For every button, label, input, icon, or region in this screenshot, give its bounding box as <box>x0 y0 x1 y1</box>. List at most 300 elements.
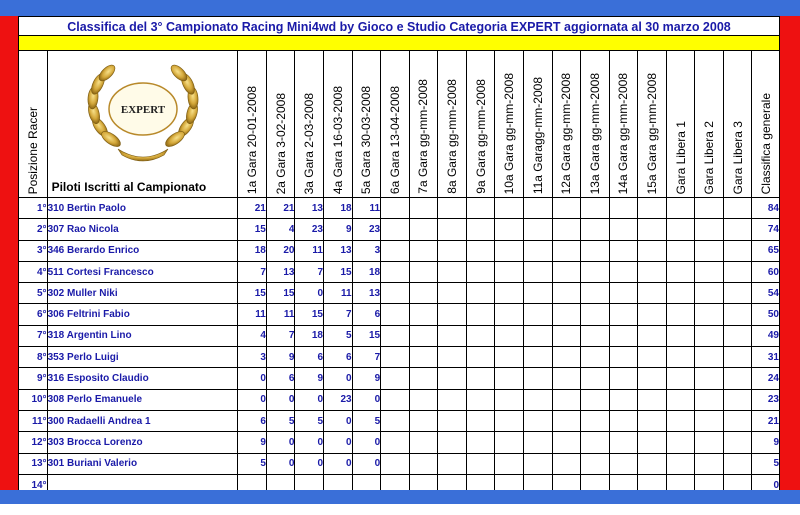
left-red-band <box>0 16 18 490</box>
score-cell <box>552 389 581 410</box>
score-cell: 18 <box>295 325 324 346</box>
score-cell <box>609 432 638 453</box>
race-header-8-label: 8a Gara gg-mm-2008 <box>445 79 460 194</box>
score-cell <box>723 198 752 219</box>
total-cell: 21 <box>752 410 780 431</box>
score-cell <box>466 198 495 219</box>
score-cell <box>609 198 638 219</box>
score-cell <box>609 261 638 282</box>
score-cell <box>695 219 724 240</box>
score-cell: 21 <box>238 198 267 219</box>
score-cell <box>495 219 524 240</box>
race-header-15 <box>638 51 667 198</box>
race-header-6 <box>381 51 410 198</box>
score-cell: 13 <box>352 283 381 304</box>
score-cell <box>409 410 438 431</box>
score-cell: 0 <box>295 432 324 453</box>
score-cell: 15 <box>266 283 295 304</box>
score-cell <box>723 283 752 304</box>
score-cell <box>666 389 695 410</box>
score-cell: 0 <box>266 432 295 453</box>
table-row <box>19 325 780 346</box>
pilot-name-cell: 511 Cortesi Francesco <box>47 261 238 282</box>
race-header-1 <box>238 51 267 198</box>
score-cell <box>495 453 524 474</box>
score-cell <box>438 219 467 240</box>
expert-laurel-logo <box>78 57 208 167</box>
score-cell: 13 <box>324 240 353 261</box>
score-cell <box>523 219 552 240</box>
header-row <box>19 51 780 198</box>
score-cell <box>609 368 638 389</box>
score-cell: 9 <box>295 368 324 389</box>
score-cell <box>581 283 610 304</box>
position-cell: 10° <box>19 389 48 410</box>
score-cell <box>638 368 667 389</box>
score-cell <box>381 389 410 410</box>
pilot-name-cell: 310 Bertin Paolo <box>47 198 238 219</box>
table-row <box>19 283 780 304</box>
score-cell <box>438 325 467 346</box>
total-cell: 65 <box>752 240 780 261</box>
position-cell: 2° <box>19 219 48 240</box>
score-cell: 7 <box>266 325 295 346</box>
score-cell <box>438 261 467 282</box>
table-row <box>19 368 780 389</box>
pilots-header-label: Piloti Iscritti al Campionato <box>51 180 207 194</box>
score-cell <box>638 261 667 282</box>
score-cell: 0 <box>266 389 295 410</box>
score-cell <box>552 432 581 453</box>
score-cell <box>695 240 724 261</box>
score-cell: 0 <box>238 368 267 389</box>
score-cell <box>552 347 581 368</box>
score-cell <box>523 389 552 410</box>
score-cell: 5 <box>238 453 267 474</box>
score-cell <box>695 325 724 346</box>
position-header <box>19 51 48 198</box>
score-cell <box>438 389 467 410</box>
position-cell: 9° <box>19 368 48 389</box>
score-cell <box>638 410 667 431</box>
score-cell: 6 <box>238 410 267 431</box>
race-header-7 <box>409 51 438 198</box>
score-cell: 23 <box>295 219 324 240</box>
score-cell: 0 <box>324 432 353 453</box>
score-cell <box>609 304 638 325</box>
score-cell <box>438 283 467 304</box>
score-cell <box>381 261 410 282</box>
score-cell <box>438 410 467 431</box>
score-cell <box>381 432 410 453</box>
score-cell <box>523 283 552 304</box>
score-cell <box>552 410 581 431</box>
score-cell <box>609 283 638 304</box>
score-cell <box>552 283 581 304</box>
score-cell: 0 <box>352 453 381 474</box>
score-cell <box>666 304 695 325</box>
table-row <box>19 198 780 219</box>
position-cell: 4° <box>19 261 48 282</box>
score-cell <box>523 453 552 474</box>
race-header-13-label: 13a Gara gg-mm-2008 <box>587 72 602 194</box>
score-cell: 0 <box>295 389 324 410</box>
pilot-name-cell: 316 Esposito Claudio <box>47 368 238 389</box>
score-cell <box>523 325 552 346</box>
score-cell: 7 <box>352 347 381 368</box>
score-cell <box>381 283 410 304</box>
total-cell: 60 <box>752 261 780 282</box>
score-cell <box>466 389 495 410</box>
total-cell: 84 <box>752 198 780 219</box>
score-cell <box>381 368 410 389</box>
score-cell <box>581 410 610 431</box>
total-cell: 50 <box>752 304 780 325</box>
score-cell <box>666 219 695 240</box>
total-header-label: Classifica generale <box>758 92 773 194</box>
score-cell: 7 <box>295 261 324 282</box>
total-cell: 9 <box>752 432 780 453</box>
score-cell <box>409 453 438 474</box>
score-cell <box>409 304 438 325</box>
race-header-14-label: 14a Gara gg-mm-2008 <box>616 72 631 194</box>
table-row <box>19 240 780 261</box>
score-cell: 13 <box>295 198 324 219</box>
score-cell <box>495 410 524 431</box>
pilot-name-cell: 353 Perlo Luigi <box>47 347 238 368</box>
score-cell: 0 <box>324 453 353 474</box>
score-cell: 15 <box>238 219 267 240</box>
score-cell <box>695 368 724 389</box>
race-header-2 <box>266 51 295 198</box>
race-header-6-label: 6a Gara 13-04-2008 <box>387 85 402 194</box>
score-cell <box>409 283 438 304</box>
score-cell <box>409 432 438 453</box>
table-row <box>19 304 780 325</box>
table-row <box>19 410 780 431</box>
race-header-18 <box>723 51 752 198</box>
position-cell: 8° <box>19 347 48 368</box>
score-cell <box>523 410 552 431</box>
score-cell <box>666 240 695 261</box>
score-cell: 9 <box>238 432 267 453</box>
score-cell <box>609 325 638 346</box>
score-cell <box>638 389 667 410</box>
score-cell <box>666 198 695 219</box>
score-cell <box>495 283 524 304</box>
score-cell <box>438 240 467 261</box>
total-cell: 23 <box>752 389 780 410</box>
race-header-3-label: 3a Gara 2-03-2008 <box>302 92 317 194</box>
total-cell: 74 <box>752 219 780 240</box>
pilot-name-cell: 302 Muller Niki <box>47 283 238 304</box>
score-cell <box>666 453 695 474</box>
score-cell: 6 <box>324 347 353 368</box>
score-cell <box>438 368 467 389</box>
pilot-name-cell: 307 Rao Nicola <box>47 219 238 240</box>
race-header-17 <box>695 51 724 198</box>
score-cell: 0 <box>295 283 324 304</box>
score-cell: 11 <box>295 240 324 261</box>
race-header-11 <box>523 51 552 198</box>
score-cell <box>552 325 581 346</box>
score-cell <box>381 453 410 474</box>
race-header-17-label: Gara Libera 2 <box>702 120 717 194</box>
score-cell: 15 <box>352 325 381 346</box>
race-header-3 <box>295 51 324 198</box>
score-cell: 5 <box>352 410 381 431</box>
score-cell <box>666 261 695 282</box>
score-cell <box>466 283 495 304</box>
score-cell <box>581 219 610 240</box>
score-cell <box>666 410 695 431</box>
pilot-name-cell: 318 Argentin Lino <box>47 325 238 346</box>
score-cell: 0 <box>352 432 381 453</box>
score-cell <box>609 240 638 261</box>
score-cell <box>695 410 724 431</box>
score-cell <box>638 198 667 219</box>
score-cell: 11 <box>238 304 267 325</box>
score-cell <box>438 347 467 368</box>
score-cell <box>466 325 495 346</box>
score-cell <box>409 325 438 346</box>
race-header-13 <box>581 51 610 198</box>
score-cell <box>695 198 724 219</box>
score-cell <box>666 432 695 453</box>
score-cell <box>523 261 552 282</box>
score-cell <box>523 432 552 453</box>
standings-table <box>18 50 780 496</box>
score-cell <box>581 453 610 474</box>
score-cell <box>581 325 610 346</box>
score-cell <box>466 410 495 431</box>
score-cell: 18 <box>324 198 353 219</box>
score-cell <box>523 198 552 219</box>
pilot-name-cell: 346 Berardo Enrico <box>47 240 238 261</box>
score-cell <box>609 453 638 474</box>
race-header-15-label: 15a Gara gg-mm-2008 <box>644 72 659 194</box>
table-row <box>19 432 780 453</box>
position-cell: 6° <box>19 304 48 325</box>
score-cell <box>381 240 410 261</box>
score-cell <box>609 410 638 431</box>
score-cell <box>695 453 724 474</box>
score-cell <box>552 219 581 240</box>
total-cell: 5 <box>752 453 780 474</box>
score-cell <box>495 432 524 453</box>
score-cell <box>666 325 695 346</box>
score-cell <box>581 432 610 453</box>
pilot-name-cell: 308 Perlo Emanuele <box>47 389 238 410</box>
score-cell <box>638 432 667 453</box>
score-cell: 4 <box>238 325 267 346</box>
position-cell: 1° <box>19 198 48 219</box>
pilot-name-cell: 301 Buriani Valerio <box>47 453 238 474</box>
score-cell: 18 <box>238 240 267 261</box>
score-cell: 9 <box>266 347 295 368</box>
score-cell <box>523 304 552 325</box>
score-cell <box>581 261 610 282</box>
score-cell <box>552 368 581 389</box>
score-cell <box>723 410 752 431</box>
score-cell <box>723 219 752 240</box>
total-cell: 0 <box>752 474 780 495</box>
svg-text:EXPERT: EXPERT <box>120 104 165 116</box>
score-cell <box>581 368 610 389</box>
bottom-blue-band <box>0 490 800 504</box>
score-cell <box>552 304 581 325</box>
score-cell <box>609 389 638 410</box>
score-cell <box>695 283 724 304</box>
score-cell <box>723 240 752 261</box>
position-cell: 3° <box>19 240 48 261</box>
score-cell <box>438 198 467 219</box>
score-cell <box>552 453 581 474</box>
position-cell: 14° <box>19 474 48 495</box>
score-cell: 3 <box>352 240 381 261</box>
top-blue-band <box>0 0 800 16</box>
score-cell: 0 <box>324 410 353 431</box>
score-cell: 5 <box>324 325 353 346</box>
pilot-name-cell: 306 Feltrini Fabio <box>47 304 238 325</box>
score-cell <box>723 347 752 368</box>
score-cell <box>495 368 524 389</box>
score-cell: 7 <box>324 304 353 325</box>
score-cell <box>723 261 752 282</box>
score-cell: 0 <box>324 368 353 389</box>
score-cell: 11 <box>266 304 295 325</box>
score-cell <box>409 240 438 261</box>
score-cell: 23 <box>324 389 353 410</box>
score-cell: 6 <box>295 347 324 368</box>
table-row <box>19 219 780 240</box>
score-cell <box>409 198 438 219</box>
race-header-8 <box>438 51 467 198</box>
score-cell <box>609 347 638 368</box>
score-cell <box>723 389 752 410</box>
score-cell <box>723 325 752 346</box>
score-cell <box>466 432 495 453</box>
score-cell: 7 <box>238 261 267 282</box>
score-cell <box>695 347 724 368</box>
race-header-16 <box>666 51 695 198</box>
score-cell <box>638 347 667 368</box>
score-cell <box>381 304 410 325</box>
score-cell: 11 <box>352 198 381 219</box>
score-cell <box>723 453 752 474</box>
score-cell <box>666 347 695 368</box>
score-cell <box>495 198 524 219</box>
score-cell <box>523 368 552 389</box>
score-cell <box>581 347 610 368</box>
score-cell <box>552 261 581 282</box>
total-header <box>752 51 780 198</box>
position-cell: 5° <box>19 283 48 304</box>
race-header-16-label: Gara Libera 1 <box>673 120 688 194</box>
score-cell <box>495 240 524 261</box>
score-cell <box>438 432 467 453</box>
score-cell <box>638 240 667 261</box>
race-header-10 <box>495 51 524 198</box>
position-cell: 12° <box>19 432 48 453</box>
race-header-12-label: 12a Gara gg-mm-2008 <box>559 72 574 194</box>
score-cell <box>638 453 667 474</box>
score-cell <box>638 325 667 346</box>
yellow-band <box>18 36 780 50</box>
race-header-12 <box>552 51 581 198</box>
score-cell <box>495 347 524 368</box>
score-cell <box>381 410 410 431</box>
position-cell: 11° <box>19 410 48 431</box>
score-cell <box>466 261 495 282</box>
score-cell <box>695 261 724 282</box>
race-header-2-label: 2a Gara 3-02-2008 <box>273 92 288 194</box>
score-cell <box>723 304 752 325</box>
race-header-9 <box>466 51 495 198</box>
race-header-7-label: 7a Gara gg-mm-2008 <box>416 79 431 194</box>
race-header-5-label: 5a Gara 30-03-2008 <box>359 85 374 194</box>
table-row <box>19 347 780 368</box>
score-cell <box>495 325 524 346</box>
score-cell: 9 <box>324 219 353 240</box>
score-cell: 0 <box>352 389 381 410</box>
score-cell: 15 <box>295 304 324 325</box>
race-header-4-label: 4a Gara 16-03-2008 <box>330 85 345 194</box>
race-header-10-label: 10a Gara gg-mm-2008 <box>502 72 517 194</box>
score-cell <box>409 368 438 389</box>
score-cell <box>552 198 581 219</box>
pilot-name-cell: 303 Brocca Lorenzo <box>47 432 238 453</box>
score-cell: 6 <box>266 368 295 389</box>
score-cell: 21 <box>266 198 295 219</box>
score-cell: 5 <box>266 410 295 431</box>
score-cell: 15 <box>324 261 353 282</box>
score-cell <box>466 453 495 474</box>
score-cell <box>695 389 724 410</box>
score-cell: 13 <box>266 261 295 282</box>
score-cell <box>581 240 610 261</box>
pilot-name-cell: 300 Radaelli Andrea 1 <box>47 410 238 431</box>
score-cell <box>409 389 438 410</box>
score-cell: 15 <box>238 283 267 304</box>
score-cell <box>466 347 495 368</box>
total-cell: 24 <box>752 368 780 389</box>
right-red-band <box>780 16 800 490</box>
score-cell: 0 <box>295 453 324 474</box>
score-cell: 5 <box>295 410 324 431</box>
table-row <box>19 453 780 474</box>
score-cell <box>466 240 495 261</box>
score-cell <box>638 283 667 304</box>
pilots-header <box>47 51 238 198</box>
score-cell <box>381 219 410 240</box>
score-cell <box>723 368 752 389</box>
score-cell <box>381 198 410 219</box>
position-header-label: Posizione Racer <box>25 106 40 194</box>
score-cell <box>581 198 610 219</box>
position-cell: 7° <box>19 325 48 346</box>
score-cell: 0 <box>238 389 267 410</box>
score-cell <box>381 325 410 346</box>
score-cell <box>409 261 438 282</box>
score-cell: 9 <box>352 368 381 389</box>
score-cell: 4 <box>266 219 295 240</box>
standings-body <box>19 198 780 496</box>
score-cell <box>466 368 495 389</box>
score-cell <box>381 347 410 368</box>
score-cell <box>638 219 667 240</box>
race-header-14 <box>609 51 638 198</box>
